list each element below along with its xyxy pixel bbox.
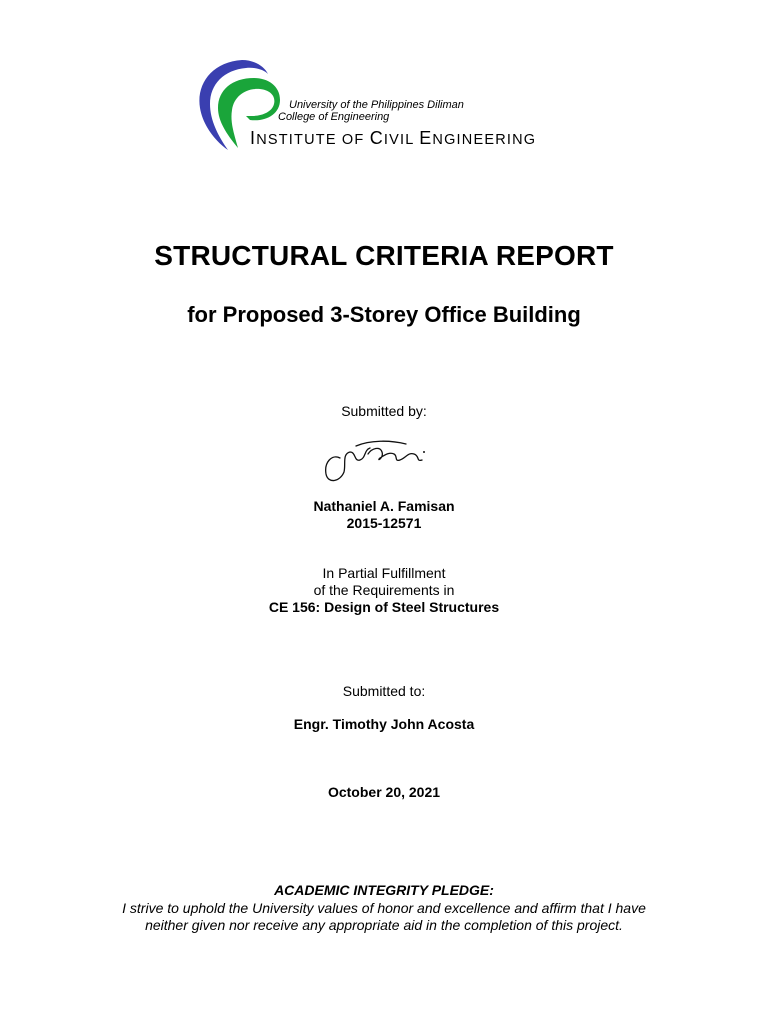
institute-logo [176, 44, 592, 152]
institute-name: INSTITUTE OF CIVIL ENGINEERING [250, 128, 537, 148]
submission-date: October 20, 2021 [327, 784, 441, 800]
fulfillment-line-1: In Partial Fulfillment [322, 565, 446, 581]
pledge-line-1: I strive to uphold the University values of honor and excellence and affirm that I have [122, 900, 646, 916]
college-name: College of Engineering [278, 111, 390, 123]
course-name: CE 156: Design of Steel Structures [268, 599, 500, 615]
fulfillment-line-2: of the Requirements in [313, 582, 455, 598]
adviser-name: Engr. Timothy John Acosta [293, 716, 475, 732]
pledge-line-2: neither given nor receive any appropriate aid in the completion of this project. [145, 917, 623, 933]
university-name: University of the Philippines Diliman [289, 99, 464, 111]
report-title: STRUCTURAL CRITERIA REPORT [154, 240, 614, 271]
author-name: Nathaniel A. Famisan [313, 498, 455, 514]
pledge-title: ACADEMIC INTEGRITY PLEDGE: [274, 882, 494, 898]
submitted-by-label: Submitted by: [341, 403, 427, 419]
signature-icon [310, 418, 458, 490]
submitted-to-label: Submitted to: [342, 683, 426, 699]
report-subtitle: for Proposed 3-Storey Office Building [187, 302, 581, 327]
author-id: 2015-12571 [346, 515, 422, 531]
